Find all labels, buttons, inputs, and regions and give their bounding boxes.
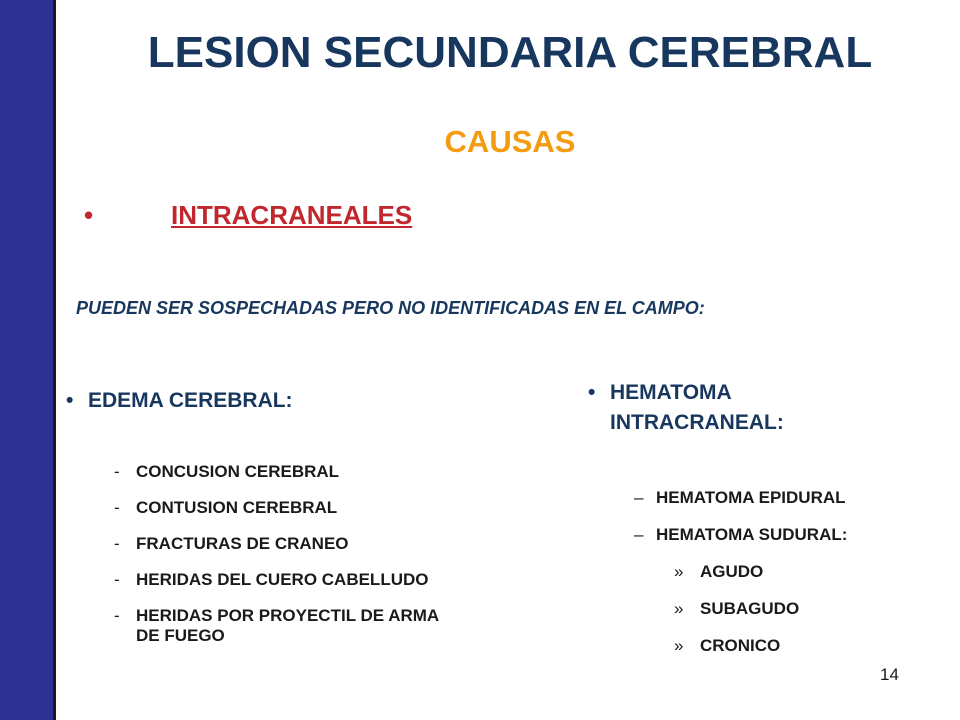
list-item-text: AGUDO <box>700 562 764 581</box>
dash-marker: - <box>114 570 120 589</box>
dash-marker: – <box>634 525 644 544</box>
list-item <box>114 534 444 554</box>
field-note: PUEDEN SER SOSPECHADAS PERO NO IDENTIFICADAS EN EL CAMPO: <box>76 298 705 318</box>
list-item <box>634 488 944 508</box>
main-bullet-label: INTRACRANEALES <box>171 200 413 230</box>
sidebar-accent-bar <box>0 0 56 720</box>
list-item-text: HEMATOMA EPIDURAL <box>656 488 846 507</box>
left-heading-text: EDEMA CEREBRAL: <box>88 389 293 412</box>
chevron-marker: » <box>674 599 684 618</box>
dash-marker: - <box>114 534 120 553</box>
list-item-text: HEMATOMA SUDURAL: <box>656 525 848 544</box>
dash-marker: – <box>634 488 644 507</box>
list-item-text: CRONICO <box>700 636 781 655</box>
bullet-marker: • <box>588 381 596 404</box>
sub-list-item <box>634 562 944 582</box>
list-item <box>114 570 444 590</box>
list-item-text: SUBAGUDO <box>700 599 800 618</box>
list-item-text: HERIDAS POR PROYECTIL DE ARMA DE FUEGO <box>136 606 439 645</box>
bullet-marker: • <box>66 389 74 412</box>
slide-title: LESION SECUNDARIA CEREBRAL <box>147 28 873 77</box>
list-item-text: FRACTURAS DE CRANEO <box>136 534 349 553</box>
right-column-list <box>634 488 944 673</box>
chevron-marker: » <box>674 562 684 581</box>
slide-subtitle: CAUSAS <box>444 124 576 159</box>
list-item-text: CONCUSION CEREBRAL <box>136 462 340 481</box>
chevron-marker: » <box>674 636 684 655</box>
left-column-list <box>114 462 444 662</box>
list-item <box>634 525 944 545</box>
list-item <box>114 498 444 518</box>
right-heading-text: HEMATOMA INTRACRANEAL: <box>610 381 784 434</box>
list-item <box>114 606 444 646</box>
dash-marker: - <box>114 606 120 625</box>
sub-list-item <box>634 599 944 619</box>
list-item-text: HERIDAS DEL CUERO CABELLUDO <box>136 570 429 589</box>
sub-list-item <box>634 636 944 656</box>
page-number: 14 <box>880 665 899 684</box>
dash-marker: - <box>114 498 120 517</box>
dash-marker: - <box>114 462 120 481</box>
list-item-text: CONTUSION CEREBRAL <box>136 498 338 517</box>
bullet-marker: • <box>84 200 94 230</box>
list-item <box>114 462 444 482</box>
